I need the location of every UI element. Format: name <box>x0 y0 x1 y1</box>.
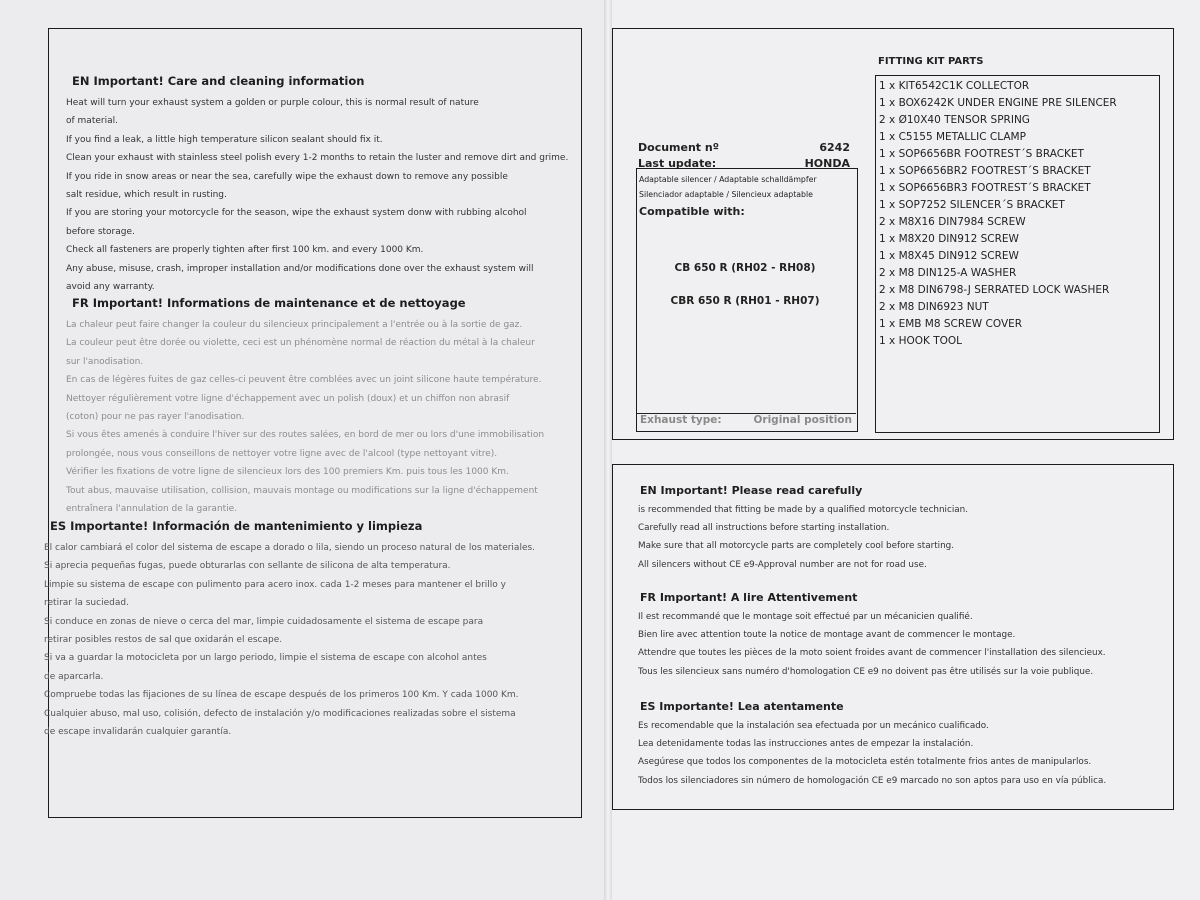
care-lines-en <box>66 94 571 296</box>
text-line: Asegúrese que todos los componentes de la motocicleta estén totalmente frios antes de manipularlos. <box>638 757 1092 768</box>
care-lines-es <box>44 539 549 741</box>
fitting-kit-item: 1 x M8X45 DIN912 SCREW <box>879 250 1019 262</box>
fitting-kit-item: 1 x BOX6242K UNDER ENGINE PRE SILENCER <box>879 97 1117 109</box>
fitting-kit-item: 1 x C5155 METALLIC CLAMP <box>879 131 1026 143</box>
text-line: Attendre que toutes les pièces de la moto soient froides avant de commencer l'installation des silencieux. <box>638 648 1106 659</box>
text-line: Es recomendable que la instalación sea efectuada por un mecánico cualificado. <box>638 721 989 731</box>
fitting-kit-item: 1 x SOP6656BR FOOTREST´S BRACKET <box>879 148 1084 160</box>
fitting-kit-item: 2 x M8 DIN6798-J SERRATED LOCK WASHER <box>879 284 1110 296</box>
text-line: El calor cambiará el color del sistema de escape a dorado o lila, siendo un proceso natural de los materiales. <box>44 543 536 553</box>
compatible-label: Compatible with: <box>639 205 745 218</box>
text-line: Tous les silencieux sans numéro d'homologation CE e9 no doivent pas être utilisés sur la voie publique. <box>638 666 1094 677</box>
fitting-kit-item: 2 x M8 DIN125-A WASHER <box>879 267 1017 279</box>
text-line: La couleur peut être dorée ou violette, ceci est un phénomène normal de réaction du métal à la chaleur <box>66 338 535 349</box>
fitting-kit-item: 2 x M8X16 DIN7984 SCREW <box>879 216 1026 228</box>
fitting-kit-item: 1 x SOP6656BR3 FOOTREST´S BRACKET <box>879 182 1091 194</box>
compatibility-header <box>639 172 854 218</box>
text-line: La chaleur peut faire changer la couleur du silencieux principalement a l'entrée ou à la sortie de gaz. <box>66 320 523 330</box>
text-line: Check all fasteners are properly tighten after first 100 km. and every 1000 Km. <box>66 245 424 256</box>
text-line: Nettoyer régulièrement votre ligne d'échappement avec un polish (doux) et un chiffon non abrasif <box>66 393 510 404</box>
text-line: Il est recommandé que le montage soit effectué par un mécanicien qualifié. <box>638 612 973 622</box>
text-line: Vérifier les fixations de votre ligne de silencieux lors des 100 premiers Km. puis tous les 1000 Km. <box>66 467 509 478</box>
text-line: Heat will turn your exhaust system a golden or purple colour, this is normal result of nature <box>66 98 479 108</box>
important-section-en <box>638 484 1158 574</box>
text-line: (coton) pour ne pas rayer l'anodisation. <box>66 412 245 423</box>
fitting-kit-item: 2 x M8 DIN6923 NUT <box>879 301 989 313</box>
text-line: of material. <box>66 116 118 127</box>
text-line: avoid any warranty. <box>66 282 155 293</box>
exhaust-type-value: Original position <box>753 414 852 426</box>
page-fold <box>604 0 612 900</box>
fitting-kit-item: 1 x SOP7252 SILENCER´S BRACKET <box>879 199 1065 211</box>
fitting-kit-item: 2 x Ø10X40 TENSOR SPRING <box>879 114 1030 126</box>
important-lines-fr <box>638 608 1158 681</box>
text-line: is recommended that fitting be made by a qualified motorcycle technician. <box>638 505 969 515</box>
model-cb650r: CB 650 R (RH02 - RH08) <box>674 262 816 274</box>
document-number: 6242 <box>819 141 850 154</box>
document-number-label: Document nº <box>638 141 719 154</box>
care-section-es <box>44 519 549 741</box>
important-heading-en: EN Important! Please read carefully <box>640 484 863 497</box>
fitting-kit-title: FITTING KIT PARTS <box>878 56 984 67</box>
fitting-kit-item: 1 x HOOK TOOL <box>879 335 963 347</box>
text-line: sur l'anodisation. <box>66 356 144 367</box>
text-line: Si vous êtes amenés à conduire l'hiver sur des routes salées, en bord de mer ou lors d'une immobilisation <box>66 430 545 441</box>
fitting-kit-list <box>879 78 1159 350</box>
text-line: retirar posibles restos de sal que oxidarán el escape. <box>44 635 283 646</box>
fitting-kit-item: 1 x M8X20 DIN912 SCREW <box>879 233 1019 245</box>
text-line: Si conduce en zonas de nieve o cerca del mar, limpie cuidadosamente el sistema de escape para <box>44 616 484 627</box>
adaptable-line-1: Adaptable silencer / Adaptable schalldämpfer <box>639 175 817 184</box>
fitting-kit-item: 1 x SOP6656BR2 FOOTREST´S BRACKET <box>879 165 1091 177</box>
fitting-kit-item: 1 x KIT6542C1K COLLECTOR <box>879 80 1030 92</box>
text-line: Any abuse, misuse, crash, improper installation and/or modifications done over the exhaust system will <box>66 263 534 274</box>
text-line: retirar la suciedad. <box>44 598 129 609</box>
text-line: de aparcarla. <box>44 671 104 682</box>
text-line: salt residue, which result in rusting. <box>66 190 227 201</box>
care-section-en <box>66 74 571 296</box>
important-lines-es <box>638 717 1158 790</box>
care-heading-fr: FR Important! Informations de maintenance et de nettoyage <box>72 296 466 310</box>
model-cbr650r: CBR 650 R (RH01 - RH07) <box>670 295 820 307</box>
fitting-kit-item: 1 x EMB M8 SCREW COVER <box>879 318 1023 330</box>
important-section-fr <box>638 591 1158 681</box>
text-line: prolongée, nous vous conseillons de nettoyer votre ligne avec de l'alcool (type nettoyant vitre). <box>66 448 498 459</box>
text-line: If you ride in snow areas or near the sea, carefully wipe the exhaust down to remove any possible <box>66 171 508 182</box>
important-heading-es: ES Importante! Lea atentamente <box>640 700 844 713</box>
brand: HONDA <box>804 157 850 170</box>
text-line: Carefully read all instructions before starting installation. <box>638 523 890 534</box>
text-line: Tout abus, mauvaise utilisation, collision, mauvais montage ou modifications sur la ligne d'échappement <box>66 485 538 496</box>
text-line: If you are storing your motorcycle for the season, wipe the exhaust system donw with rubbing alcohol <box>66 208 527 219</box>
text-line: Bien lire avec attention toute la notice de montage avant de commencer le montage. <box>638 630 1016 641</box>
text-line: Lea detenidamente todas las instrucciones antes de empezar la instalación. <box>638 739 974 750</box>
text-line: Si aprecia pequeñas fugas, puede obturarlas con sellante de silicona de alta temperatura. <box>44 561 451 572</box>
important-section-es <box>638 700 1158 790</box>
care-lines-fr <box>66 316 571 518</box>
important-heading-fr: FR Important! A lire Attentivement <box>640 591 858 604</box>
exhaust-type-label: Exhaust type: <box>640 414 722 426</box>
last-update-label: Last update: <box>638 157 717 170</box>
text-line: before storage. <box>66 226 135 237</box>
text-line: Compruebe todas las fijaciones de su línea de escape después de los primeros 100 Km. Y cada 1000 Km. <box>44 690 519 701</box>
text-line: Limpie su sistema de escape con pulimento para acero inox. cada 1-2 meses para mantener el brillo y <box>44 579 507 590</box>
adaptable-line-2: Silenciador adaptable / Silencieux adaptable <box>639 190 813 199</box>
text-line: En cas de légères fuites de gaz celles-ci peuvent être comblées avec un joint silicone haute température. <box>66 375 542 386</box>
text-line: Clean your exhaust with stainless steel polish every 1-2 months to retain the luster and remove dirt and grime. <box>66 153 569 164</box>
text-line: Todos los silenciadores sin número de homologación CE e9 marcado no son aptos para uso en vía pública. <box>638 775 1107 786</box>
text-line: Make sure that all motorcycle parts are completely cool before starting. <box>638 541 955 552</box>
care-section-fr <box>66 296 571 518</box>
text-line: entraînera l'annulation de la garantie. <box>66 504 238 515</box>
text-line: Si va a guardar la motocicleta por un largo periodo, limpie el sistema de escape con alcohol antes <box>44 653 487 664</box>
text-line: de escape invalidarán cualquier garantía. <box>44 727 232 738</box>
exhaust-type-row <box>636 413 856 430</box>
text-line: Cualquier abuso, mal uso, colisión, defecto de instalación y/o modificaciones realizadas sobre el sistema <box>44 708 516 719</box>
care-heading-en: EN Important! Care and cleaning information <box>72 74 365 88</box>
important-lines-en <box>638 501 1158 574</box>
text-line: If you find a leak, a little high temperature silicon sealant should fix it. <box>66 134 383 145</box>
care-heading-es: ES Importante! Información de mantenimiento y limpieza <box>50 519 423 533</box>
text-line: All silencers without CE e9-Approval number are not for road use. <box>638 559 927 570</box>
